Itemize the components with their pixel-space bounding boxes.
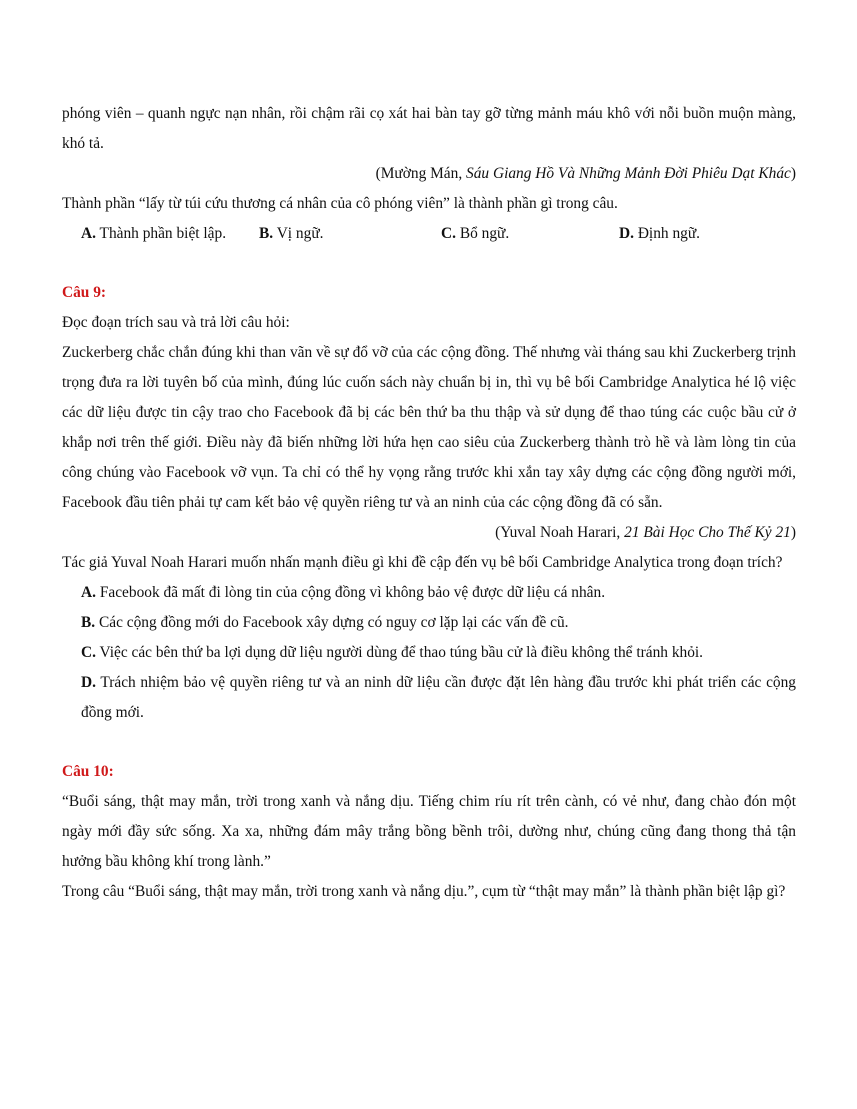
option-letter: A.	[81, 225, 96, 242]
passage-source	[62, 159, 796, 189]
option-text: Việc các bên thứ ba lợi dụng dữ liệu người dùng để thao túng bầu cử là điều không thể tránh khỏi.	[95, 644, 704, 661]
question-9-source	[62, 518, 796, 548]
question-stem: Thành phần “lấy từ túi cứu thương cá nhân của cô phóng viên” là thành phần gì trong câu.	[62, 195, 618, 212]
option-b[interactable]	[259, 219, 441, 249]
option-text: Bổ ngữ.	[455, 225, 510, 242]
option-letter: B.	[259, 225, 274, 242]
question-9-stem: Tác giả Yuval Noah Harari muốn nhấn mạnh điều gì khi đề cập đến vụ bê bối Cambridge Analytica trong đoạn trích?	[62, 554, 783, 571]
source-close: )	[790, 524, 796, 541]
option-text: Trách nhiệm bảo vệ quyền riêng tư và an ninh dữ liệu cần được đặt lên hàng đầu trước khi phát triển các cộng đồng mới.	[81, 674, 796, 721]
passage-tail: phóng viên – quanh ngực nạn nhân, rồi chậm rãi cọ xát hai bàn tay gỡ từng mảnh máu khô với nỗi buồn muộn màng, khó tả.	[62, 105, 796, 152]
q9-option-d[interactable]	[62, 668, 796, 728]
option-letter: A.	[81, 584, 96, 601]
option-letter: D.	[619, 225, 634, 242]
document-page	[62, 99, 796, 907]
source-close: )	[790, 165, 796, 182]
option-text: Vị ngữ.	[273, 225, 324, 242]
q9-option-a[interactable]	[62, 578, 796, 608]
option-text: Các cộng đồng mới do Facebook xây dựng có nguy cơ lặp lại các vấn đề cũ.	[95, 614, 569, 631]
option-letter: D.	[81, 674, 96, 691]
option-letter: C.	[81, 644, 96, 661]
option-letter: B.	[81, 614, 96, 631]
option-text: Thành phần biệt lập.	[95, 225, 227, 242]
question-10-heading: Câu 10:	[62, 763, 114, 780]
option-letter: C.	[441, 225, 456, 242]
q9-option-c[interactable]	[62, 638, 796, 668]
question-10-stem: Trong câu “Buổi sáng, thật may mắn, trời trong xanh và nắng dịu.”, cụm từ “thật may mắn” là thành phần biệt lập gì?	[62, 883, 786, 900]
option-text: Định ngữ.	[633, 225, 701, 242]
source-author: (Yuval Noah Harari,	[495, 524, 625, 541]
option-text: Facebook đã mất đi lòng tin của cộng đồng vì không bảo vệ được dữ liệu cá nhân.	[95, 584, 606, 601]
question-9-passage: Zuckerberg chắc chắn đúng khi than vãn về sự đổ vỡ của các cộng đồng. Thế nhưng vài tháng sau khi Zuckerberg trịnh trọng đưa ra lời tuyên bố của mình, đúng lúc cuốn sách này chuẩn bị in, thì vụ bê bối Cambridge Analytica hé lộ việc các dữ liệu được tin cậy trao cho Facebook đã bị các bên thứ ba thu thập và sử dụng để thao túng các cuộc bầu cử ở khắp nơi trên thế giới. Điều này đã biến những lời hứa hẹn cao siêu của Zuckerberg thành trò hề và làm lòng tin của công chúng vào Facebook vỡ vụn. Ta chỉ có thể hy vọng rằng trước khi xắn tay xây dựng các cộng đồng người mới, Facebook đầu tiên phải tự cam kết bảo vệ quyền riêng tư và an ninh của các cộng đồng đã có sẵn.	[62, 344, 796, 511]
source-title: 21 Bài Học Cho Thế Kỷ 21	[624, 524, 791, 541]
answer-options-row	[62, 219, 796, 249]
question-10-passage: “Buổi sáng, thật may mắn, trời trong xanh và nắng dịu. Tiếng chim ríu rít trên cành, có vẻ như, đang chào đón một ngày mới đầy sức sống. Xa xa, những đám mây trắng bồng bềnh trôi, dường như, chúng cũng đang thong thả tận hưởng bầu không khí trong lành.”	[62, 793, 796, 870]
question-9-instruction: Đọc đoạn trích sau và trả lời câu hỏi:	[62, 314, 290, 331]
q9-option-b[interactable]	[62, 608, 796, 638]
source-title: Sáu Giang Hồ Và Những Mảnh Đời Phiêu Dạt Khác	[466, 165, 791, 182]
source-author: (Mường Mán,	[375, 165, 467, 182]
option-a[interactable]	[81, 219, 259, 249]
option-c[interactable]	[441, 219, 619, 249]
question-9-heading: Câu 9:	[62, 284, 107, 301]
option-d[interactable]	[619, 219, 700, 249]
